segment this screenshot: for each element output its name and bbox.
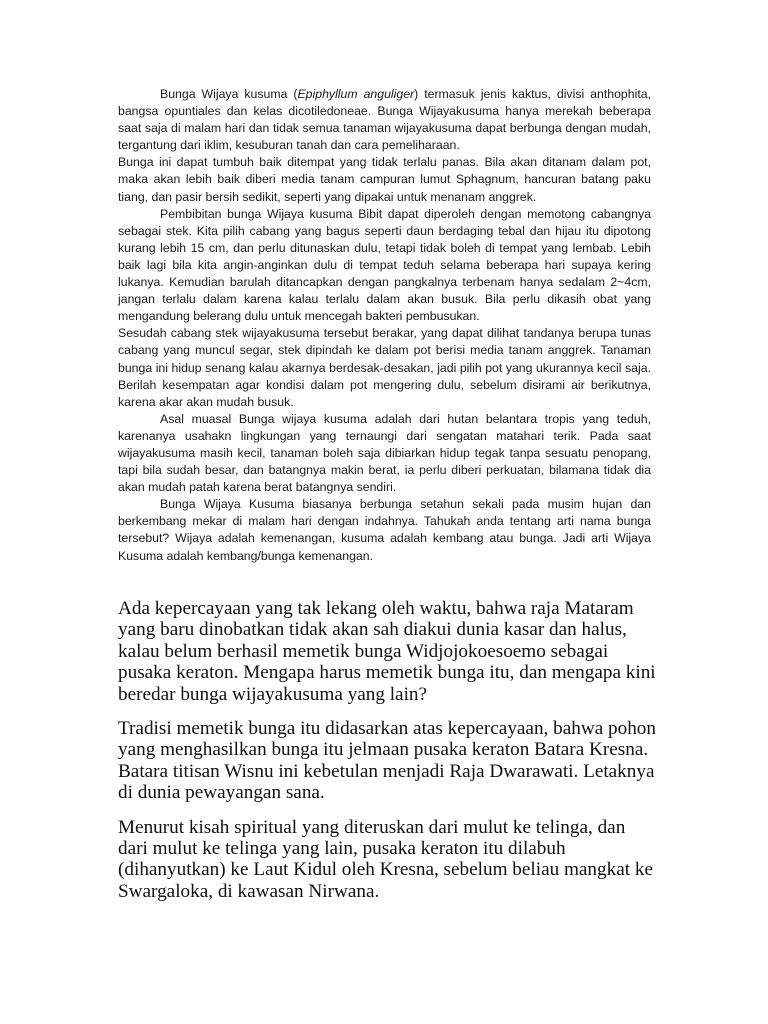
paragraph-repotting: Sesudah cabang stek wijayakusuma tersebut berakar, yang dapat dilihat tandanya berupa tunas cabang yang muncul segar, stek dipindah ke dalam pot berisi media tanam anggrek. Tanaman bunga ini hidup senang kalau akarnya berdesak-desakan, jadi pilih pot yang ukurannya kecil saja. Berilah kesempatan agar kondisi dalam pot mengering dulu, sebelum disirami air berikutnya, karena akar akan mudah busuk. [118,326,651,409]
paragraph-intro-lead: Bunga Wijaya kusuma ( [160,87,298,101]
scientific-name: Epiphyllum anguliger [297,87,415,101]
paragraph-intro-rest: ) termasuk jenis kaktus, divisi anthophita, bangsa opuntiales dan kelas dicotiledoneae. Bunga Wijayakusuma hanya merekah beberapa saat saja di malam hari dan tidak semua tanaman wijayakusuma dapat berbunga dengan mudah, tergantung dari iklim, kesuburan tanah dan cara pemeliharaan. [118,87,651,153]
paragraph-legend: Menurut kisah spiritual yang diteruskan dari mulut ke telinga, dan dari mulut ke telinga yang lain, pusaka keraton itu dilabuh (dihanyutkan) ke Laut Kidul oleh Kresna, sebelum beliau mangkat ke Swargaloka, di kawasan Nirwana. [118,816,653,902]
paragraph-intro [118,86,651,154]
paragraph-meaning: Bunga Wijaya Kusuma biasanya berbunga setahun sekali pada musim hujan dan berkembang mekar di malam hari dengan indahnya. Tahukah anda tentang arti nama bunga tersebut? Wijaya adalah kemenangan, kusuma adalah kembang atau bunga. Jadi arti Wijaya Kusuma adalah kembang/bunga kemenangan. [118,497,651,563]
paragraph-growing: Bunga ini dapat tumbuh baik ditempat yang tidak terlalu panas. Bila akan ditanam dalam pot, maka akan lebih baik diberi media tanam campuran lumut Sphagnum, hancuran batang paku tiang, dan pasir bersih sedikit, seperti yang dipakai untuk menanam anggrek. [118,155,651,204]
article-section-serif [118,598,658,915]
paragraph-propagation: Pembibitan bunga Wijaya kusuma Bibit dapat diperoleh dengan memotong cabangnya sebagai stek. Kita pilih cabang yang bagus seperti daun berdaging tebal dan hijau itu dipotong kurang lebih 15 cm, dan perlu ditunaskan dulu, tetapi tidak boleh di tempat yang lembab. Lebih baik lagi bila kita angin-anginkan dulu di tempat teduh selama beberapa hari supaya kering lukanya. Kemudian barulah ditancapkan dengan pangkalnya terbenam hanya sedalam 2~4cm, jangan terlalu dalam karena kalau terlalu dalam akan busuk. Bila perlu dikasih obat yang mengandung belerang dulu untuk mencegah bakteri pembusukan. [118,206,651,324]
paragraph-belief: Ada kepercayaan yang tak lekang oleh waktu, bahwa raja Mataram yang baru dinobatkan tidak akan sah diakui dunia kasar dan halus, kalau belum berhasil memetik bunga Widjojokoesoemo sebagai pusaka keraton. Mengapa harus memetik bunga itu, dan mengapa kini beredar bunga wijayakusuma yang lain? [118,598,656,705]
paragraph-origin: Asal muasal Bunga wijaya kusuma adalah dari hutan belantara tropis yang teduh, karenanya usahakn lingkungan yang ternaungi dari sengatan matahari terik. Pada saat wijayakusuma masih kecil, tanaman boleh saja dibiarkan hidup tegak tanpa sesuatu penopang, tapi bila sudah besar, dan batangnya makin berat, ia perlu diberi perkuatan, bilamana tidak dia akan mudah patah karena berat batangnya sendiri. [118,411,651,495]
article-section-sans [118,86,651,565]
paragraph-tradition: Tradisi memetik bunga itu didasarkan atas kepercayaan, bahwa pohon yang menghasilkan bunga itu jelmaan pusaka keraton Batara Kresna. Batara titisan Wisnu ini kebetulan menjadi Raja Dwarawati. Letaknya di dunia pewayangan sana. [118,718,656,804]
